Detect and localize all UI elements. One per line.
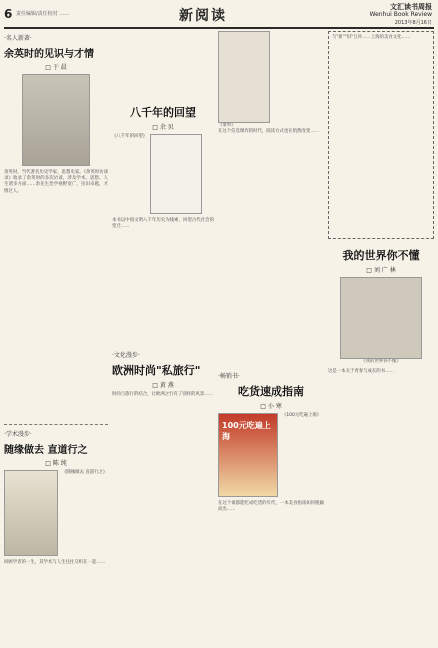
book-cover-image [218,31,270,123]
book2-caption: 《随缘做去 直道行之》 [62,470,108,475]
column3-article-title: 吃货速成指南 [238,385,304,399]
column3-book-caption2: 《100元吃遍上海》 [282,413,322,419]
column-1 [4,31,108,643]
article2-body: 回顾学者的一生，其学术与人生往往交织在一起…… [4,560,105,565]
book-cover-image [218,413,278,497]
column2-article-body: 本书以中国文明八千年历史为线索，回望古代社会的变迁…… [112,218,214,230]
paper-name [369,3,432,19]
column4-article-body: 这是一本关于青春与成长的书…… [328,369,394,375]
column4-article-title: 我的世界你不懂 [342,249,420,262]
divider [4,424,108,425]
column4-book-caption: 《我的世界你不懂》 [361,359,401,364]
column4-box [328,31,434,239]
column2-book-caption: 《八千年的回望》 [112,134,148,139]
paper-name-cn: 文汇读书周报 [390,3,432,11]
book-cover-image [4,470,58,556]
book-cover-image [150,134,202,214]
column2-article-byline: □ 余 贝 [152,124,174,131]
column3-tag: ·畅销书· [218,373,240,381]
continued-text [112,31,214,101]
column-4 [328,31,434,643]
article1-title: 余英时的见识与才情 [4,49,94,60]
article2-byline: □ 陈 纯 [45,460,67,467]
column2-article2-title: 欧洲时尚"私旅行" [112,364,201,377]
column4-box-text: 与"新""旧"互补……上海的美食文化…… [332,35,411,40]
paper-name-en: Wenhui Book Review [369,11,432,18]
column4-article-byline: □ 刘 广 林 [366,267,396,274]
page-number: 6 [4,7,13,21]
article2-title: 随缘做去 直道行之 [4,445,88,456]
column2-article2-body: 时尚与旅行的结合，让欧洲之行有了别样的风景…… [112,392,213,397]
article1-tag: ·名人新著· [4,35,32,42]
column-3 [218,31,324,643]
column2-article-title: 八千年的回望 [130,106,196,119]
column3-article-byline: □ 小 寒 [260,403,282,411]
page-header [4,3,434,29]
issue-date: 2013年8月16日 [394,20,432,26]
column3-book-caption: 《菜单》 [218,123,236,128]
column3-article2-body: 在这个谁都能吃成吃货的年代，一本美食指南如何脱颖而出…… [218,501,324,513]
column3-article-body: 在这个信息爆炸的时代，阅读方式也在悄然改变…… [218,129,319,135]
article1-body: 余英时，当代著名历史学家、思想史家。《余英时访谈录》收录了余英时的多次访谈，涉及学术、思想、人生诸多方面……余先生治学视野宽广，见识卓越，才情过人。 [4,170,108,194]
article1-byline: □ 于 晨 [45,64,67,71]
article2-tag: ·学术漫步· [4,431,32,438]
column-2 [112,31,214,643]
section-title: 新阅读 [179,8,227,24]
book-cover-text: 100元吃遍上海 [222,421,271,442]
column2-article2-byline: □ 黄 燕 [152,382,174,389]
editor-info: 责任编辑/责任校对 …… [16,11,70,17]
book-cover-image [340,277,422,359]
author-photo [22,74,90,166]
column2-article2-tag: ·文化漫步· [112,352,140,359]
